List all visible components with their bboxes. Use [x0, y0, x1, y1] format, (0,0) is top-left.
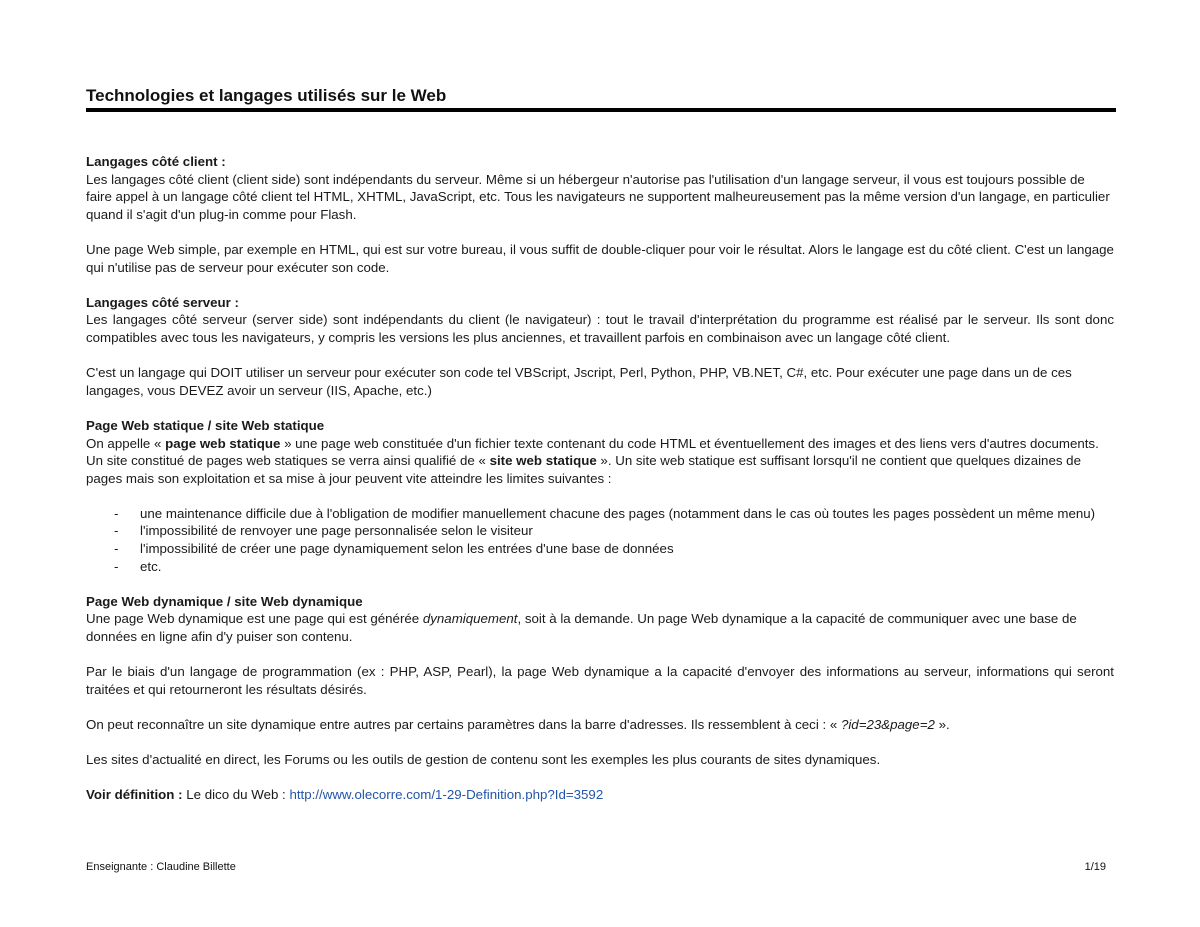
section-dynamic: [86, 593, 1114, 646]
section-static: [86, 417, 1114, 487]
dynamic-term: dynamiquement: [422, 611, 518, 627]
bullet-dash: -: [114, 558, 119, 574]
section-client: [86, 153, 1114, 223]
static-term-site: site web statique: [489, 453, 597, 469]
heading-dynamic: Page Web dynamique / site Web dynamique: [86, 593, 363, 609]
definition-link[interactable]: http://www.olecorre.com/1-29-Definition.php?Id=3592: [289, 787, 604, 803]
bullet-dash: -: [114, 523, 119, 539]
static-term-page: page web statique: [165, 435, 281, 451]
dynamic-paragraph-3: On peut reconnaître un site dynamique entre autres par certains paramètres dans la barre d'adresses. Ils ressemblent à ceci : « ?id=23&page=2 ».: [86, 717, 950, 732]
heading-server: Langages côté serveur :: [86, 294, 239, 310]
static-text-e: ». Un site web statique est suffisant lorsqu'il ne contient que quelques dizaines de pages mais son exploitation et sa mise à jour peuvent vite atteindre les limites suivantes :: [86, 453, 1081, 486]
document-title: Technologies et langages utilisés sur le Web: [86, 86, 447, 105]
static-limits-list: [86, 505, 1114, 575]
client-paragraph-1: Les langages côté client (client side) sont indépendants du serveur. Même si un hébergeur n'autorise pas l'utilisation d'un langage serveur, il vous est toujours possible de faire appel à un langage côté client tel HTML, XHTML, JavaScript, etc. Tous les navigateurs ne supportent malheureusement pas la même version d'un langage, en particulier quand il s'agit d'un plug-in comme pour Flash.: [86, 171, 1110, 222]
definition-text: Le dico du Web :: [182, 787, 290, 803]
server-paragraph-1: Les langages côté serveur (server side) sont indépendants du client (le navigateur) : tout le travail d'interprétation du programme est réalisé par le serveur. Ils sont donc compatibles avec tous les navigateurs, y compris les versions les plus anciennes, et travaillent parfois en combinaison avec un langage côté client.: [86, 312, 1114, 345]
title-divider: [86, 108, 1116, 112]
list-item: - l'impossibilité de renvoyer une page personnalisée selon le visiteur: [114, 523, 533, 539]
dynamic-paragraph-2: Par le biais d'un langage de programmation (ex : PHP, ASP, Pearl), la page Web dynamique a la capacité d'envoyer des informations au serveur, informations qui seront traitées et qui retourneront les résultats désirés.: [86, 664, 1114, 697]
list-item: - une maintenance difficile due à l'obligation de modifier manuellement chacune des pages (notamment dans le cas où toutes les pages possèdent un même menu): [114, 505, 1096, 521]
footer-author: Enseignante : Claudine Billette: [86, 861, 236, 873]
server-paragraph-2: C'est un langage qui DOIT utiliser un serveur pour exécuter son code tel VBScript, Jscript, Perl, Python, PHP, VB.NET, C#, etc. Pour exécuter une page dans un de ces langages, vous DEVEZ avoir un serveur (IIS, Apache, etc.): [86, 365, 1072, 398]
document-page: [86, 0, 1116, 927]
heading-client: Langages côté client :: [86, 154, 226, 169]
definition-line: [86, 786, 1114, 804]
list-item: - l'impossibilité de créer une page dynamiquement selon les entrées d'une base de données: [114, 541, 674, 557]
static-text-a: On appelle «: [86, 435, 166, 451]
client-paragraph-2: Une page Web simple, par exemple en HTML, qui est sur votre bureau, il vous suffit de double-cliquer pour voir le résultat. Alors le langage est du côté client. C'est un langage qui n'utilise pas de serveur pour exécuter son code.: [86, 241, 1114, 275]
heading-static: Page Web statique / site Web statique: [86, 417, 325, 433]
section-server: [86, 294, 1114, 347]
bullet-dash: -: [114, 505, 119, 521]
footer-page-number: 1/19: [1084, 861, 1106, 873]
bullet-dash: -: [114, 541, 119, 557]
list-item: - etc.: [114, 558, 162, 574]
dynamic-paragraph-4: Les sites d'actualité en direct, les Forums ou les outils de gestion de contenu sont les exemples les plus courants de sites dynamiques.: [86, 752, 881, 768]
document-body: [86, 153, 1114, 822]
dynamic-text-c: , soit à la demande. Un page Web dynamique a la capacité de communiquer avec une base de données en ligne afin d'y puiser son contenu.: [86, 611, 1077, 645]
static-text-c: » une page web constituée d'un fichier texte contenant du code HTML et éventuellement des images et des liens vers d'autres documents. Un site constitué de pages web statiques se verra ainsi qualifié de «: [86, 435, 1099, 469]
url-params-example: ?id=23&page=2: [840, 717, 935, 732]
dynamic-text-a: Une page Web dynamique est une page qui est générée: [86, 611, 423, 627]
definition-label: Voir définition :: [86, 787, 183, 803]
